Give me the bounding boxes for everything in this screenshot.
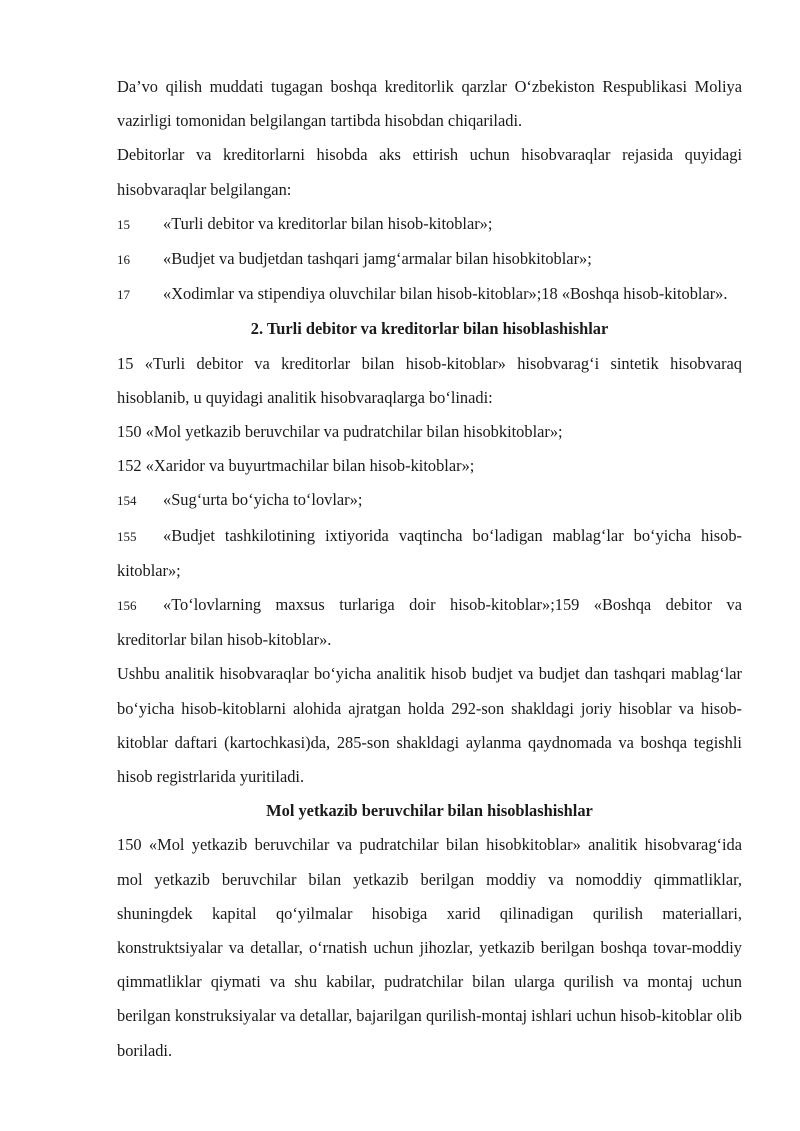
list-number: 154: [117, 493, 137, 509]
section-heading-2: 2. Turli debitor va kreditorlar bilan hisoblashishlar: [250, 319, 609, 339]
list-item-text: «Turli debitor va kreditorlar bilan hisob-kitoblar»;: [163, 213, 493, 233]
paragraph-account-15: 15 «Turli debitor va kreditorlar bilan hisob-kitoblar» hisobvarag‘i sintetik hisobvaraq hisoblanib, u quyidagi analitik hisobvaraqlarga bo‘linadi:: [117, 353, 742, 407]
list-item-155: [117, 519, 742, 588]
list-item-text: «Sug‘urta bo‘yicha to‘lovlar»;: [163, 490, 363, 510]
list-item-text: «To‘lovlarning maxsus turlariga doir hisob-kitoblar»;159 «Boshqa debitor va kreditorlar bilan hisob-kitoblar».: [117, 595, 742, 650]
paragraph-account-150: 150 «Mol yetkazib beruvchilar va pudratchilar bilan hisobkitoblar»;: [117, 422, 563, 442]
list-item-15: [117, 207, 742, 242]
document-page: [117, 70, 742, 1068]
list-item-text: «Xodimlar va stipendiya oluvchilar bilan hisob-kitoblar»;18 «Boshqa hisob-kitoblar».: [163, 284, 728, 304]
paragraph-claims-writeoff: Da’vo qilish muddati tugagan boshqa kreditorlik qarzlar O‘zbekiston Respublikasi Moliya vazirligi tomonidan belgilangan tartibda hisobdan chiqariladi.: [117, 77, 742, 131]
paragraph-analytic-accounting: Ushbu analitik hisobvaraqlar bo‘yicha analitik hisob budjet va budjet dan tashqari mablag‘lar bo‘yicha hisob-kitoblarni alohida ajratgan holda 292-son shakldagi joriy hisoblar va hisob-kitoblar daftari (kartochkasi)da, 285-son shakldagi aylanma qaydnomada va boshqa tegishli hisob registrlarida yuritiladi.: [117, 664, 742, 787]
list-number: 155: [117, 528, 137, 544]
section-heading-suppliers: Mol yetkazib beruvchilar bilan hisoblashishlar: [266, 801, 593, 821]
list-number: 17: [117, 287, 130, 303]
list-number: 15: [117, 216, 130, 232]
paragraph-account-152: 152 «Xaridor va buyurtmachilar bilan hisob-kitoblar»;: [117, 456, 475, 476]
list-item-154: [117, 483, 742, 518]
list-item-17: [117, 277, 742, 312]
list-item-text: «Budjet va budjetdan tashqari jamg‘armalar bilan hisobkitoblar»;: [163, 249, 592, 269]
list-item-16: [117, 242, 742, 277]
list-item-156: [117, 588, 742, 657]
list-number: 16: [117, 252, 130, 268]
list-item-text: «Budjet tashkilotining ixtiyorida vaqtincha bo‘ladigan mablag‘lar bo‘yicha hisob-kitoblar»;: [117, 525, 742, 580]
list-number: 156: [117, 598, 137, 614]
paragraph-supplier-settlements: 150 «Mol yetkazib beruvchilar va pudratchilar bilan hisobkitoblar» analitik hisobvarag‘ida mol yetkazib beruvchilar bilan yetkazib berilgan moddiy va nomoddiy qimmatliklar, shuningdek kapital qo‘yilmalar hisobiga xarid qilinadigan qurilish materiallari, konstruktsiyalar va detallar, o‘rnatish uchun jihozlar, yetkazib berilgan boshqa tovar-moddiy qimmatliklar qiymati va shu kabilar, pudratchilar bilan ularga qurilish va montaj uchun berilgan konstruksiyalar va detallar, bajarilgan qurilish-montaj ishlari uchun hisob-kitoblar olib boriladi.: [117, 835, 742, 1060]
paragraph-accounts-intro: Debitorlar va kreditorlarni hisobda aks ettirish uchun hisobvaraqlar rejasida quyidagi hisobvaraqlar belgilangan:: [117, 145, 742, 199]
